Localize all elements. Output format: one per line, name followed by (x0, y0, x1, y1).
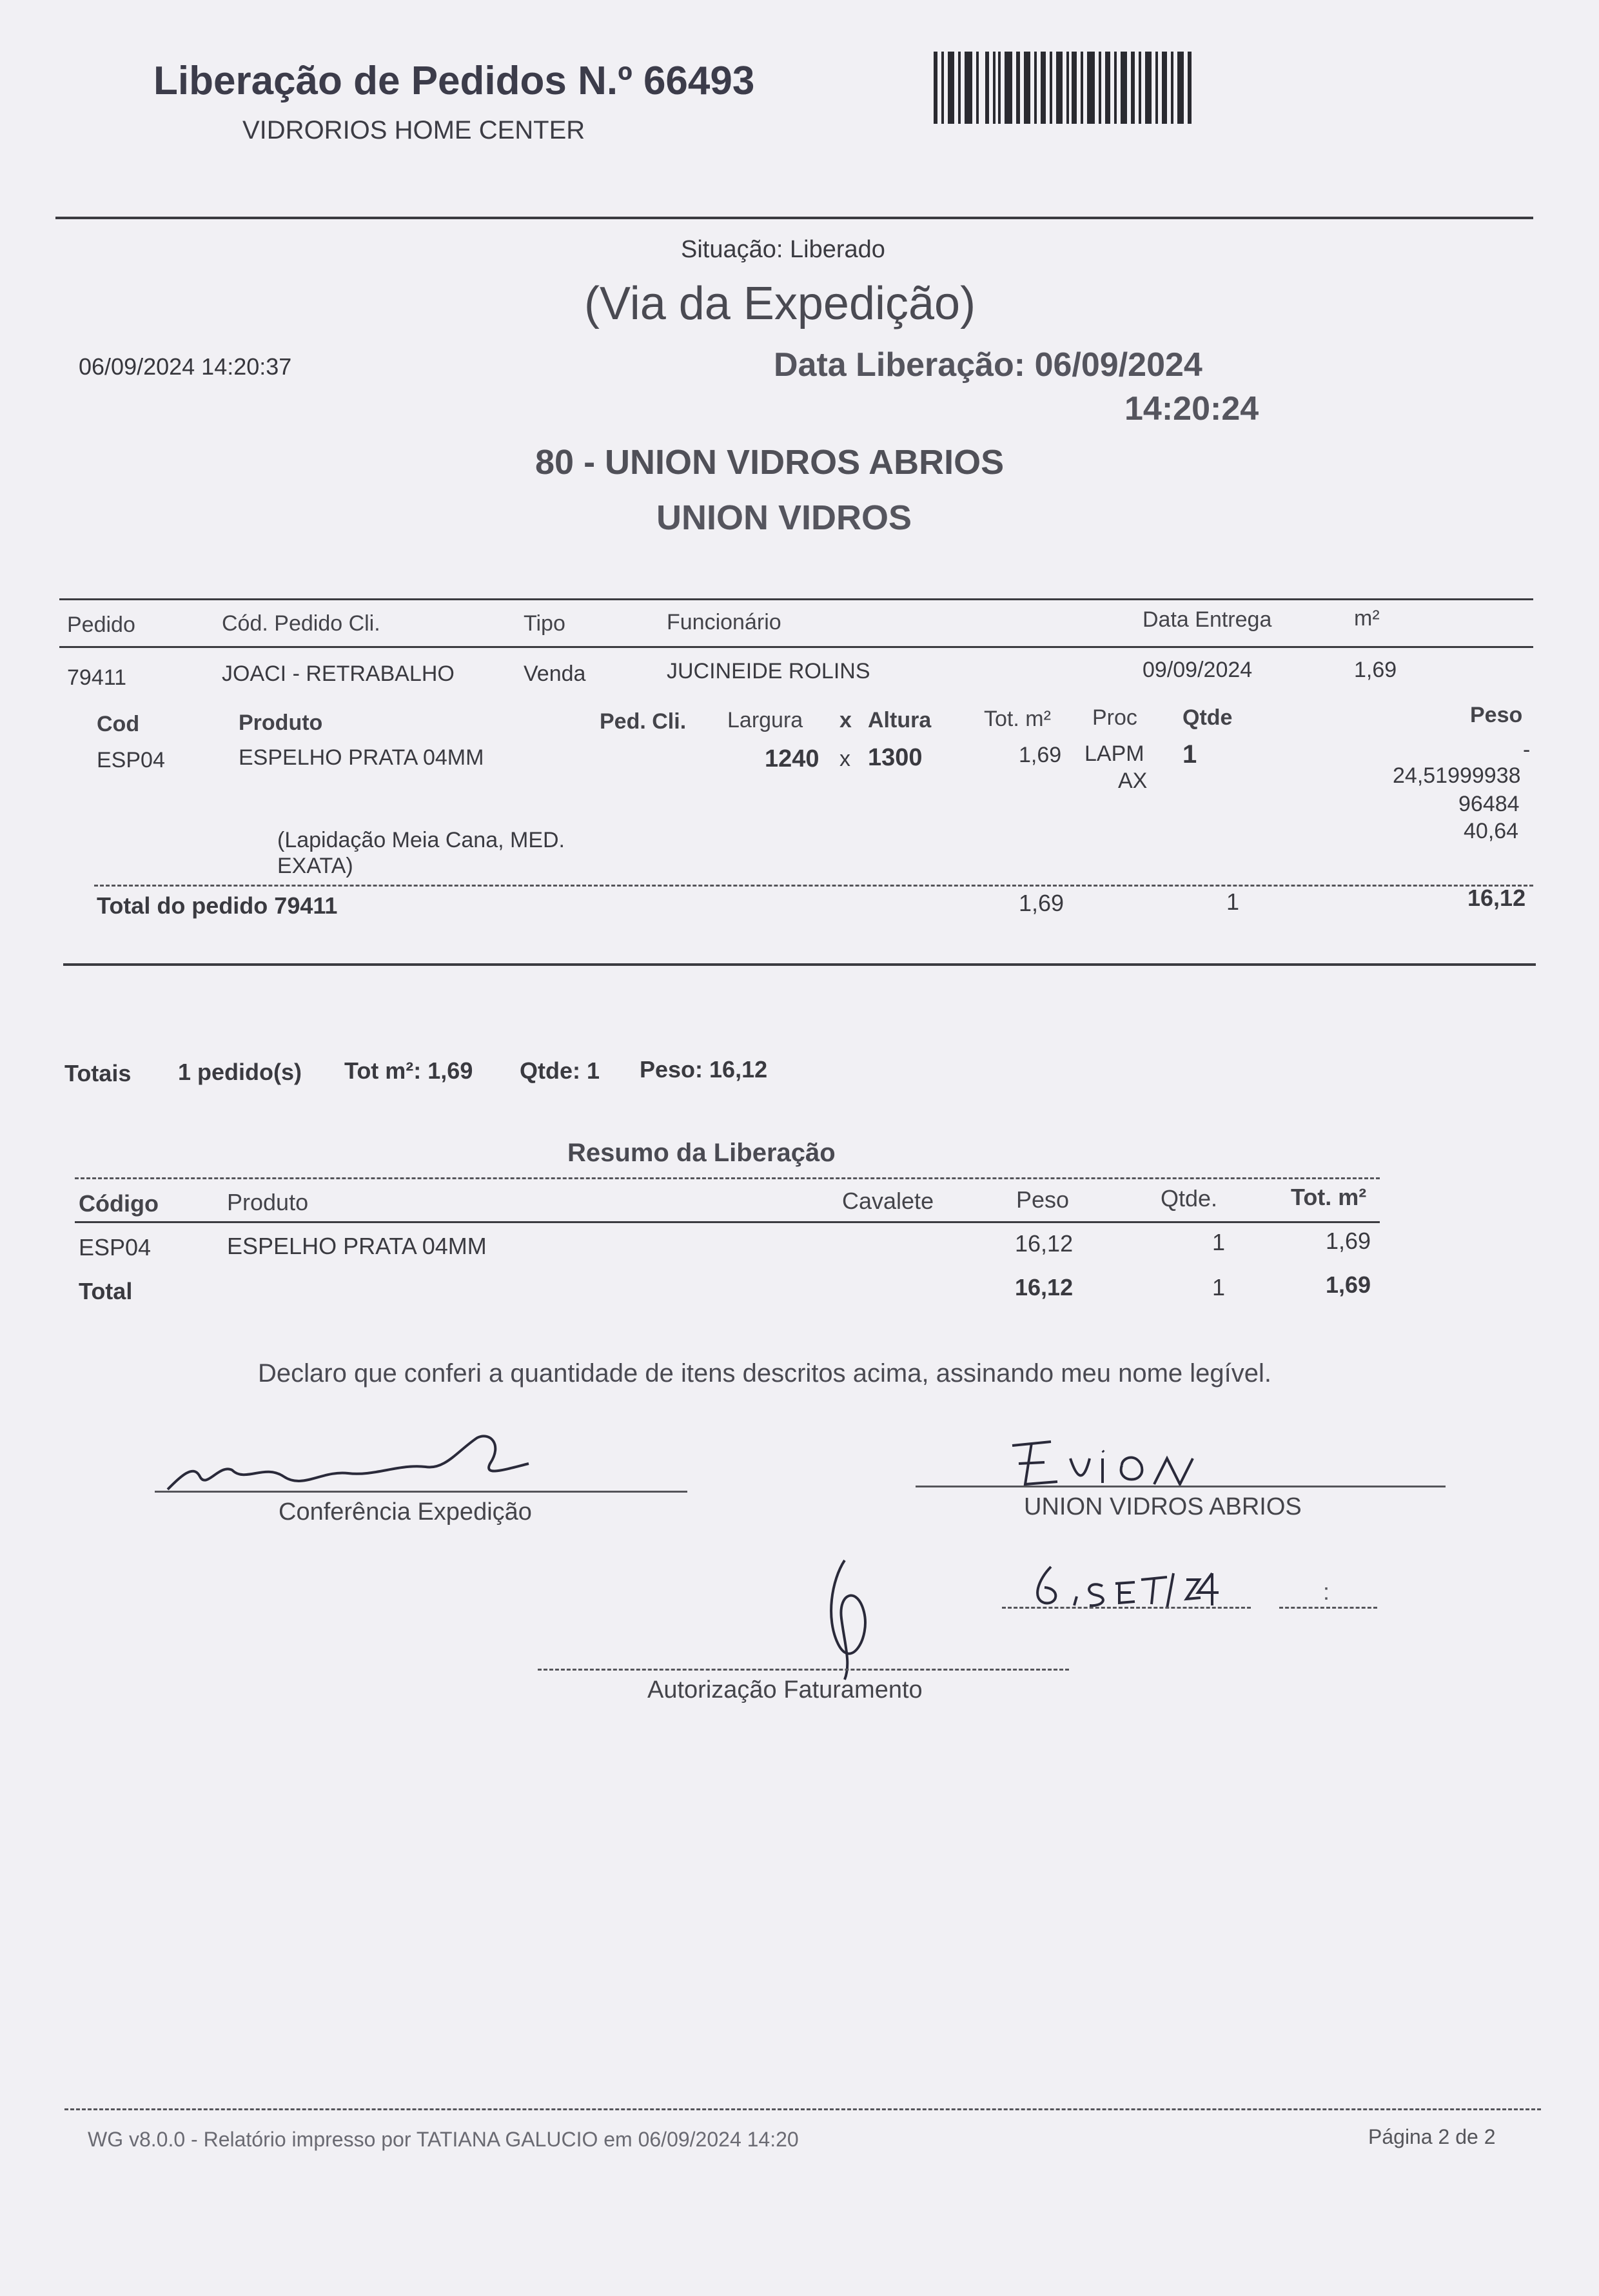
totais-label: Totais (64, 1060, 132, 1086)
autorizacao-line (538, 1669, 1069, 1671)
resumo-row-produto: ESPELHO PRATA 04MM (227, 1233, 487, 1259)
cod-pedido-cli-value: JOACI - RETRABALHO (222, 662, 455, 686)
data-entrega-value: 09/09/2024 (1143, 658, 1253, 682)
resumo-total-qtde: 1 (1212, 1274, 1226, 1300)
resumo-col-qtde: Qtde. (1161, 1185, 1218, 1212)
col-m2: m² (1354, 606, 1380, 631)
time-colon: : (1323, 1578, 1330, 1605)
m2-value: 1,69 (1354, 658, 1397, 682)
item-altura: 1300 (868, 744, 923, 771)
resumo-total-tot-m2: 1,69 (1326, 1271, 1371, 1298)
date-line (1002, 1607, 1251, 1609)
item-obs-line2: EXATA) (277, 854, 353, 878)
totais-qtde: Qtde: 1 (520, 1057, 600, 1084)
item-total-divider (94, 885, 1533, 887)
resumo-col-cavalete: Cavalete (842, 1188, 934, 1214)
item-x: x (839, 747, 850, 771)
col-tot-m2: Tot. m² (984, 707, 1051, 731)
union-label: UNION VIDROS ABRIOS (1024, 1493, 1302, 1520)
item-peso-line1: - (1523, 738, 1531, 762)
resumo-header-line (75, 1221, 1380, 1223)
col-tipo: Tipo (524, 611, 565, 636)
item-total-m2: 1,69 (1019, 890, 1064, 916)
item-produto: ESPELHO PRATA 04MM (239, 745, 484, 770)
totais-pedidos: 1 pedido(s) (178, 1059, 302, 1085)
tipo-value: Venda (524, 662, 586, 686)
item-tot-m2: 1,69 (1019, 743, 1062, 767)
col-qtde: Qtde (1182, 705, 1233, 730)
totais-peso: Peso: 16,12 (640, 1056, 768, 1083)
autorizacao-label: Autorização Faturamento (647, 1676, 923, 1703)
item-obs-line1: (Lapidação Meia Cana, MED. (277, 828, 565, 852)
totais-m2: Tot m²: 1,69 (344, 1057, 473, 1084)
resumo-col-produto: Produto (227, 1189, 309, 1215)
resumo-title: Resumo da Liberação (567, 1139, 836, 1167)
resumo-total-label: Total (79, 1278, 133, 1304)
col-cod-pedido-cli: Cód. Pedido Cli. (222, 611, 380, 636)
section-divider (63, 963, 1536, 966)
union-line (916, 1486, 1446, 1487)
col-pedido: Pedido (67, 613, 135, 637)
order-table-top-line (59, 598, 1533, 600)
col-altura: Altura (868, 708, 932, 732)
resumo-col-tot-m2: Tot. m² (1291, 1184, 1367, 1210)
barcode (934, 52, 1194, 124)
situacao-label: Situação: Liberado (681, 236, 885, 263)
resumo-col-codigo: Código (79, 1190, 159, 1217)
item-total-peso: 16,12 (1467, 885, 1526, 911)
time-line (1279, 1607, 1377, 1609)
col-cod: Cod (97, 712, 140, 736)
data-liberacao: Data Liberação: 06/09/2024 (774, 346, 1202, 384)
conferencia-line (155, 1491, 687, 1493)
company-name: VIDRORIOS HOME CENTER (242, 116, 585, 144)
client-name: 80 - UNION VIDROS ABRIOS (535, 443, 1005, 482)
item-peso-line3: 96484 (1458, 792, 1520, 816)
item-largura: 1240 (765, 745, 819, 772)
document-title: Liberação de Pedidos N.º 66493 (153, 59, 755, 103)
client-short-name: UNION VIDROS (656, 498, 912, 537)
col-proc: Proc (1092, 705, 1137, 730)
item-cod: ESP04 (97, 748, 165, 772)
item-proc-line1: LAPM (1084, 741, 1144, 766)
autorizacao-signature (812, 1554, 883, 1683)
resumo-row-tot-m2: 1,69 (1326, 1228, 1371, 1254)
footer-divider (64, 2108, 1541, 2110)
resumo-row-qtde: 1 (1212, 1229, 1226, 1255)
resumo-total-peso: 16,12 (1015, 1274, 1074, 1300)
resumo-row-codigo: ESP04 (79, 1234, 152, 1261)
col-funcionario: Funcionário (667, 610, 781, 634)
union-signature (1006, 1433, 1225, 1497)
via-label: (Via da Expedição) (584, 278, 976, 329)
item-peso-line4: 40,64 (1464, 819, 1519, 843)
item-qtde: 1 (1182, 740, 1197, 769)
pedido-value: 79411 (67, 665, 127, 690)
declaration-text: Declaro que conferi a quantidade de itens descritos acima, assinando meu nome legível. (258, 1359, 1272, 1388)
page-number: Página 2 de 2 (1368, 2125, 1496, 2148)
funcionario-value: JUCINEIDE ROLINS (667, 659, 870, 683)
item-total-qtde: 1 (1226, 888, 1240, 915)
col-x: x (839, 708, 852, 732)
item-proc-line2: AX (1118, 769, 1148, 793)
resumo-row-peso: 16,12 (1015, 1230, 1074, 1257)
col-largura: Largura (727, 708, 803, 732)
resumo-col-peso: Peso (1016, 1186, 1070, 1213)
col-data-entrega: Data Entrega (1143, 607, 1272, 632)
resumo-top-line (75, 1177, 1380, 1179)
data-liberacao-time: 14:20:24 (1124, 390, 1259, 427)
order-table-header-line (59, 646, 1533, 648)
item-peso-line2: 24,51999938 (1393, 763, 1521, 788)
col-peso: Peso (1470, 703, 1523, 727)
col-ped-cli: Ped. Cli. (600, 709, 687, 734)
item-total-label: Total do pedido 79411 (97, 892, 338, 919)
col-produto: Produto (239, 711, 323, 735)
handwritten-date (1025, 1560, 1257, 1612)
header-divider (55, 217, 1533, 219)
conferencia-label: Conferência Expedição (279, 1498, 532, 1526)
footer-print-info: WG v8.0.0 - Relatório impresso por TATIANA GALUCIO em 06/09/2024 14:20 (88, 2128, 799, 2151)
printed-datetime: 06/09/2024 14:20:37 (79, 353, 292, 380)
